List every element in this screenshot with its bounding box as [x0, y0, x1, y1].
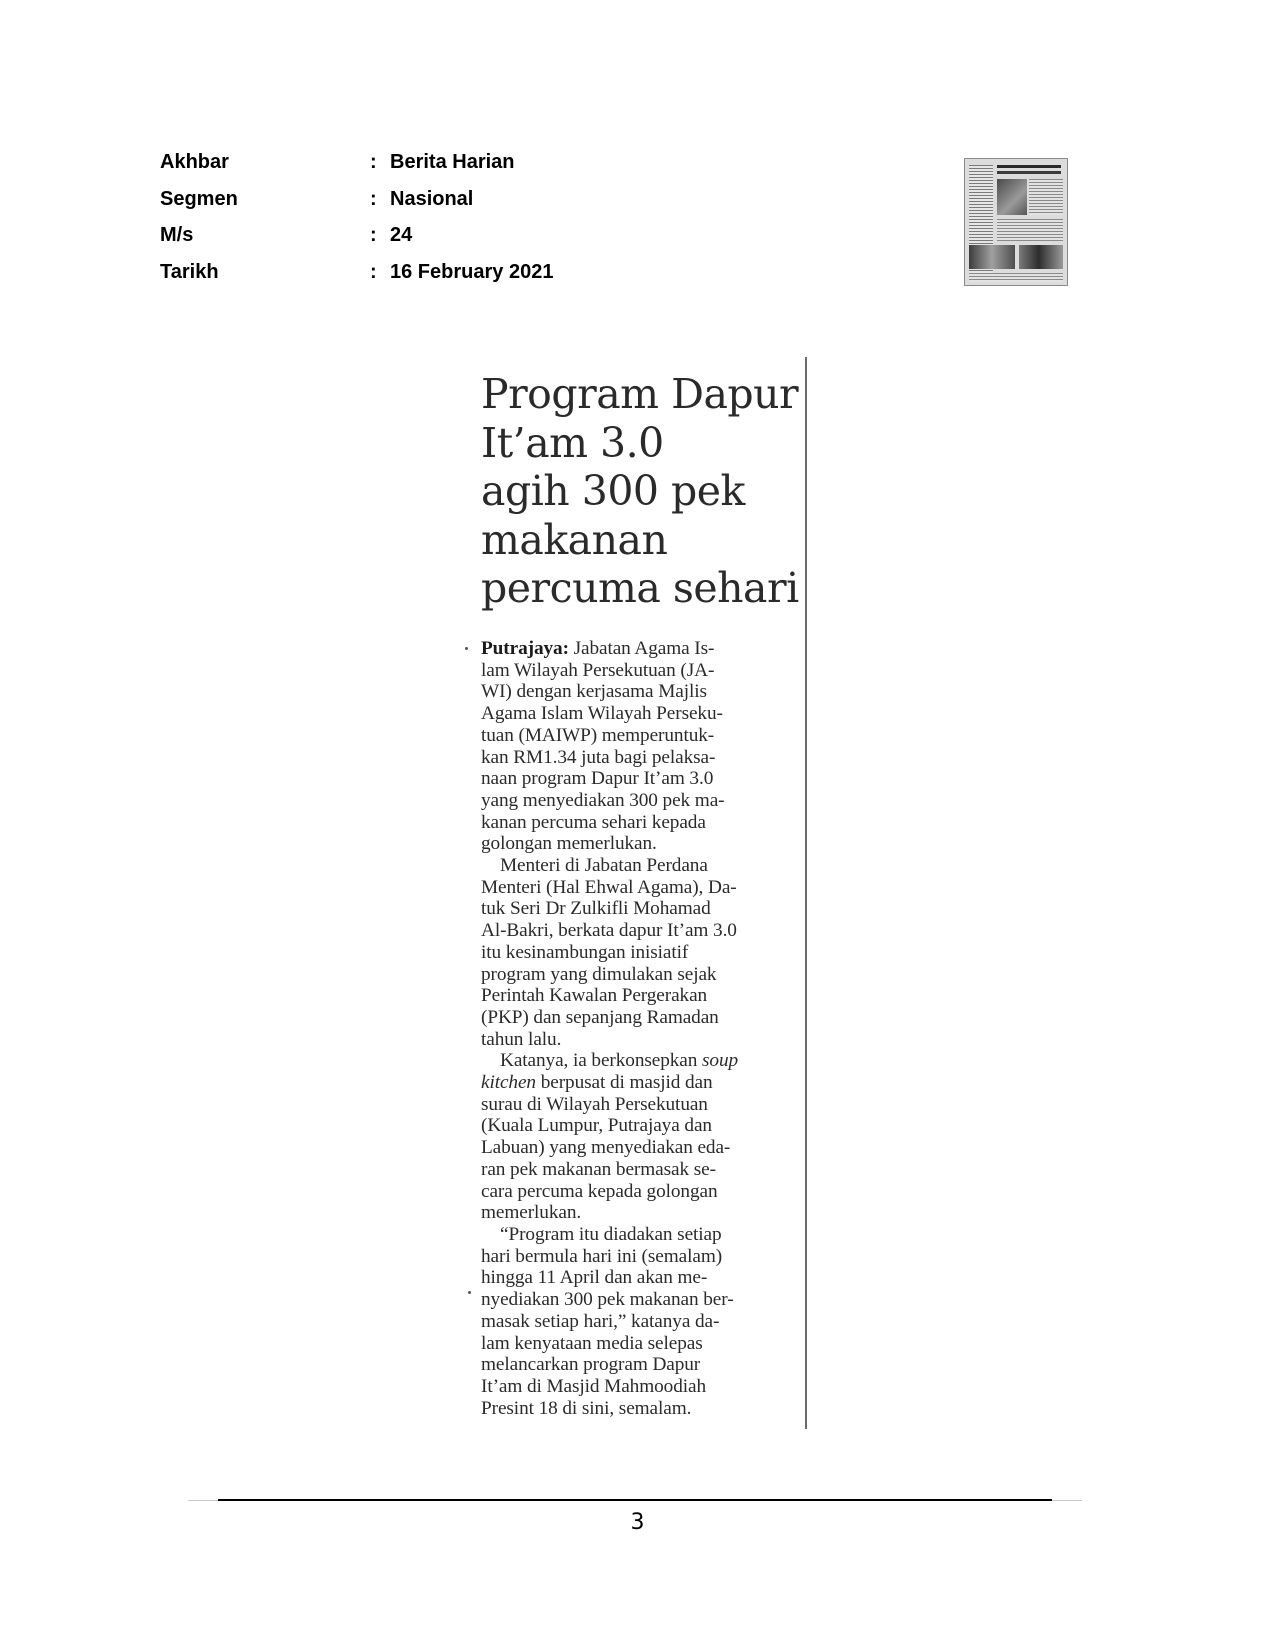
article-text: berpusat di masjid dan surau di Wilayah Persekutuan (Kuala Lumpur, Putrajaya dan Labuan) yang menyediakan eda- ran pek makanan bermasak se- cara percuma kepada golongan memerlukan. — [481, 1072, 731, 1224]
thumbnail-text-block — [969, 273, 1063, 282]
footer-rule — [218, 1499, 1052, 1501]
thumbnail-headline — [997, 165, 1061, 168]
thumbnail-text-block — [1029, 179, 1063, 215]
thumbnail-text-block — [997, 219, 1063, 241]
print-speck — [465, 647, 468, 650]
article-text: Katanya, ia berkonsepkan — [500, 1050, 703, 1072]
article-paragraph — [481, 638, 799, 855]
article-italic-text: soup kitchen — [481, 1050, 739, 1094]
article-paragraph: Menteri di Jabatan Perdana Menteri (Hal Ehwal Agama), Da- tuk Seri Dr Zulkifli Mohamad Al-Bakri, berkata dapur It’am 3.0 itu kesinambungan inisiatif program yang dimulakan sejak Perintah Kawalan Pergerakan (PKP) dan sepanjang Ramadan tahun lalu. — [481, 855, 737, 1050]
meta-label: Segmen — [160, 187, 238, 210]
article-text: Jabatan Agama Is- lam Wilayah Persekutuan (JA- WI) dengan kerjasama Majlis Agama Islam Wilayah Perseku- tuan (MAIWP) memperuntuk- kan RM1.34 juta bagi pelaksa- naan program Dapur It’am 3.0 yang menyediakan 300 pek ma- kanan percuma sehari kepada golongan memerlukan. — [481, 638, 725, 855]
meta-label: Tarikh — [160, 260, 219, 283]
article-paragraph: “Program itu diadakan setiap hari bermula hari ini (semalam) hingga 11 April dan akan me- nyediakan 300 pek makanan ber- masak setiap hari,” katanya da- lam kenyataan media selepas melancarkan program Dapur It’am di Masjid Mahmoodiah Presint 18 di sini, semalam. — [481, 1223, 734, 1419]
meta-value: Berita Harian — [390, 151, 515, 173]
page-number: 3 — [630, 1510, 645, 1535]
column-divider — [805, 357, 807, 1429]
print-speck — [468, 1291, 471, 1294]
meta-separator: : — [370, 260, 377, 283]
thumbnail-photo — [1019, 245, 1063, 269]
article-dateline: Putrajaya: — [481, 638, 569, 659]
meta-value: 24 — [390, 224, 413, 246]
thumbnail-photo — [997, 179, 1027, 215]
meta-separator: : — [370, 224, 377, 246]
article-paragraph — [481, 1050, 799, 1224]
meta-separator: : — [370, 187, 377, 210]
newspaper-page-thumbnail-icon — [964, 158, 1068, 286]
meta-value: Nasional — [390, 187, 474, 210]
meta-label: Akhbar — [160, 151, 229, 173]
article-headline: Program Dapur It’am 3.0 agih 300 pek makanan percuma sehari — [481, 370, 799, 612]
meta-value: 16 February 2021 — [390, 260, 554, 283]
meta-separator: : — [370, 151, 377, 173]
thumbnail-photo — [969, 245, 1015, 269]
article-body — [481, 638, 799, 1419]
meta-label: M/s — [160, 224, 194, 246]
